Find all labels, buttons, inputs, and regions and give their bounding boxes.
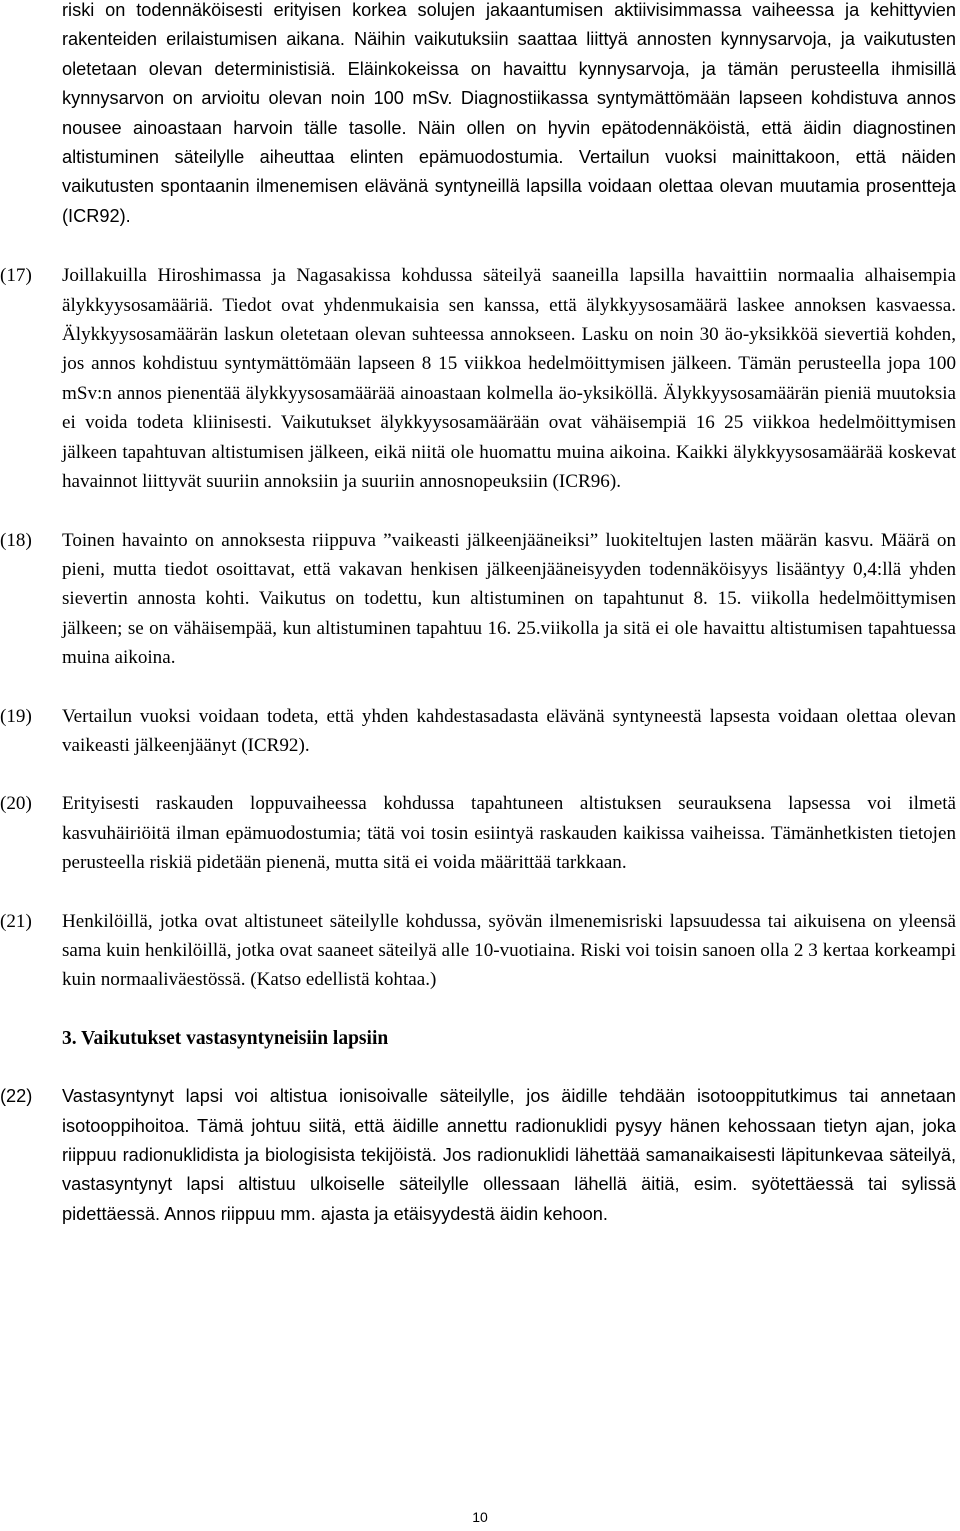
paragraph-17 — [0, 261, 956, 496]
paragraph-22 — [0, 1082, 956, 1229]
spacer — [0, 760, 960, 789]
paragraph-number: (18) — [0, 529, 32, 551]
paragraph-19 — [0, 702, 956, 761]
paragraph-text: Vastasyntynyt lapsi voi altistua ionisoivalle säteilylle, jos äidille tehdään isotooppitutkimus tai annetaan isotooppihoitoa. Tämä johtuu siitä, että äidille annettu radionuklidi pysyy hänen kehossaan tietyn ajan, joka riippuu radionuklidista ja biologisista tekijöistä. Jos radionuklidi lähettää samanaikaisesti läpitunkevaa säteilyä, vastasyntynyt lapsi altistuu ulkoiselle säteilylle ollessaan lähellä äitiä, esim. syötettäessä tai sylissä pidettäessä. Annos riippuu mm. ajasta ja etäisyydestä äidin kehoon. — [62, 1086, 956, 1224]
spacer — [0, 878, 960, 907]
spacer — [0, 497, 960, 526]
page-number: 10 — [472, 1509, 488, 1525]
paragraph-text: Henkilöillä, jotka ovat altistuneet säteilylle kohdussa, syövän ilmenemisriski lapsuudessa tai aikuisena on yleensä sama kuin henkilöillä, jotka ovat saaneet säteilyä alle 10-vuotiaina. Riski voi toisin sanoen olla 2 3 kertaa korkeampi kuin normaaliväestössä. (Katso edellistä kohtaa.) — [62, 910, 956, 991]
paragraph-text: Erityisesti raskauden loppuvaiheessa kohdussa tapahtuneen altistuksen seurauksena lapsessa voi ilmetä kasvuhäiriöitä ilman epämuodostumia; tätä voi tosin esiintyä raskauden kaikissa vaiheissa. Tämänhetkisten tietojen perusteella riskiä pidetään pienenä, mutta sitä ei voida määrittää tarkkaan. — [62, 793, 956, 874]
section-number: 3. — [62, 1027, 77, 1049]
paragraph-number: (20) — [0, 793, 32, 815]
paragraph-text: Toinen havainto on annoksesta riippuva ”vaikeasti jälkeenjääneiksi” luokiteltujen lasten määrän kasvu. Määrä on pieni, mutta tiedot osoittavat, että vakavan henkisen jälkeenjääneisyyden todennäköisyys lisääntyy 0,4:llä yhden sievertin annosta kohti. Vaikutus on todettu, kun altistuminen on tapahtunut 8. 15. viikolla hedelmöittymisen jälkeen; se on vähäisempää, kun altistuminen tapahtuu 16. 25.viikolla ja sitä ei ole havaittu altistumisen tapahtuessa muina aikoina. — [62, 529, 956, 669]
paragraph-number: (22) — [0, 1086, 33, 1107]
paragraph-21 — [0, 907, 956, 995]
intro-paragraph-text: riski on todennäköisesti erityisen korkea solujen jakaantumisen aktiivisimmassa vaiheessa ja kehittyvien rakenteiden erilaistumisen aikana. Näihin vaikutuksiin saattaa liittyä annosten kynnysarvoja, ja vaikutusten oletetaan olevan deterministisiä. Eläinkokeissa on havaittu kynnysarvoja, ja tämän perusteella ihmisillä kynnysarvon on arvioitu olevan noin 100 mSv. Diagnostiikassa syntymättömään lapseen kohdistuva annos nousee ainoastaan harvoin tälle tasolle. Näin ollen on hyvin epätodennäköistä, että äidin diagnostinen altistuminen säteilylle aiheuttaa elinten epämuodostumia. Vertailun vuoksi mainittakoon, että näiden vaikutusten spontaanin ilmenemisen elävänä syntyneillä lapsilla voidaan olettaa olevan muutamia prosentteja (ICR92). — [62, 0, 956, 226]
intro-paragraph — [0, 0, 956, 231]
paragraph-number: (19) — [0, 705, 32, 727]
section-heading — [0, 1024, 960, 1053]
paragraph-text: Vertailun vuoksi voidaan todeta, että yhden kahdestasadasta elävänä syntyneestä lapsesta voidaan olettaa olevan vaikeasti jälkeenjäänyt (ICR92). — [62, 705, 956, 756]
section-title: Vaikutukset vastasyntyneisiin lapsiin — [81, 1027, 389, 1049]
spacer — [0, 995, 960, 1024]
spacer — [0, 1053, 960, 1082]
paragraph-20 — [0, 789, 956, 877]
spacer — [0, 231, 960, 261]
spacer — [0, 673, 960, 702]
paragraph-18 — [0, 526, 956, 673]
paragraph-text: Joillakuilla Hiroshimassa ja Nagasakissa kohdussa säteilyä saaneilla lapsilla havaittiin normaalia alhaisempia älykkyysosamääriä. Tiedot ovat yhdenmukaisia sen kanssa, että älykkyysosamäärä laskee annoksen kasvaessa. Älykkyysosamäärän laskun oletetaan olevan suhteessa annokseen. Lasku on noin 30 äo-yksikköä sievertiä kohden, jos annos kohdistuu syntymättömään lapseen 8 15 viikkoa hedelmöittymisen jälkeen. Tämän perusteella jopa 100 mSv:n annos pienentää älykkyysosamäärää ainoastaan kolmella äo-yksiköllä. Älykkyysosamäärän pieniä muutoksia ei voida todeta kliinisesti. Vaikutukset älykkyysosamäärään ovat vähäisempiä 16 25 viikkoa hedelmöittymisen jälkeen tapahtuvan altistumisen jälkeen, eikä niitä ole huomattu muina aikoina. Kaikki älykkyysosamäärää koskevat havainnot liittyvät suuriin annoksiin ja suuriin annosnopeuksiin (ICR96). — [62, 265, 956, 493]
paragraph-number: (17) — [0, 265, 32, 287]
paragraph-number: (21) — [0, 910, 32, 932]
